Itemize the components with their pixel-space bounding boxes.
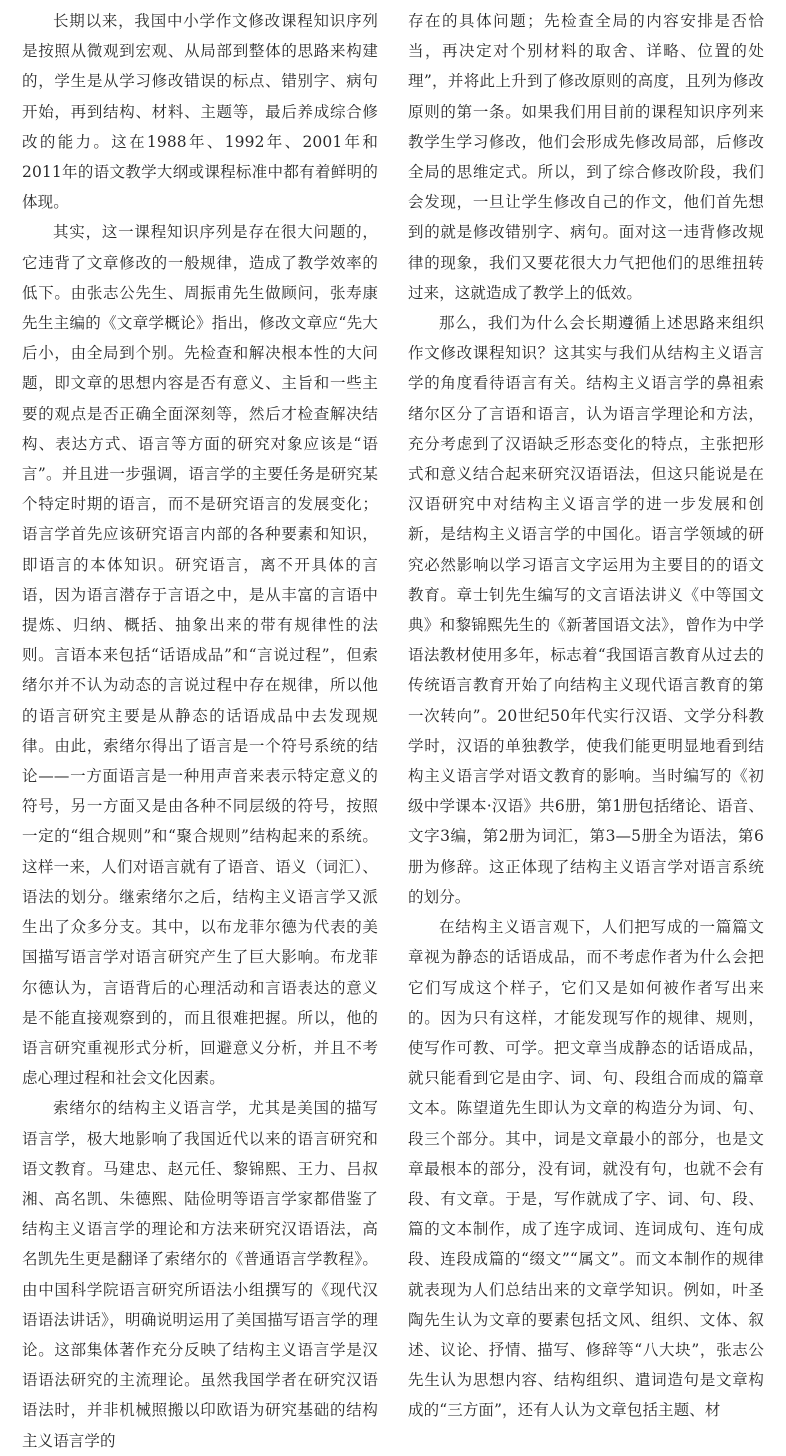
right-column — [408, 6, 764, 1420]
paragraph: 其实，这一课程知识序列是存在很大问题的，它违背了文章修改的一般规律，造成了教学效率的低下。由张志公先生、周振甫先生做顾问，张寿康先生主编的《文章学概论》指出，修改文章应“先大后小，由全局到个别。先检查和解决根本性的大问题，即文章的思想内容是否有意义、主旨和一些主要的观点是否正确全面深刻等，然后才检查解决结构、表达方式、语言等方面的研究对象应该是“语言”。并且进一步强调，语言学的主要任务是研究某个特定时期的语言，而不是研究语言的发展变化；语言学首先应该研究语言内部的各种要素和知识，即语言的本体知识。研究语言，离不开具体的言语，因为语言潜存于言语之中，是从丰富的言语中提炼、归纳、概括、抽象出来的带有规律性的法则。言语本来包括“话语成品”和“言说过程”，但索绪尔并不认为动态的言说过程中存在规律，所以他的语言研究主要是从静态的话语成品中去发现规律。由此，索绪尔得出了语言是一个符号系统的结论——一方面语言是一种用声音来表示特定意义的符号，另一方面又是由各种不同层级的符号，按照一定的“组合规则”和“聚合规则”结构起来的系统。这样一来，人们对语言就有了语音、语义（词汇）、语法的划分。继索绪尔之后，结构主义语言学又派生出了众多分支。其中，以布龙菲尔德为代表的美国描写语言学对语言研究产生了巨大影响。布龙菲尔德认为，言语背后的心理活动和言语表达的意义是不能直接观察到的，而且很难把握。所以，他的语言研究重视形式分析，回避意义分析，并且不考虑心理过程和社会文化因素。 — [22, 223, 378, 1088]
paragraph: 索绪尔的结构主义语言学，尤其是美国的描写语言学，极大地影响了我国近代以来的语言研究和语文教育。马建忠、赵元任、黎锦熙、王力、吕叔湘、高名凯、朱德熙、陆俭明等语言学家都借鉴了结构主义语言学的理论和方法来研究汉语语法，高名凯先生更是翻译了索绪尔的《普通语言学教程》。由中国科学院语言研究所语法小组撰写的《现代汉语语法讲话》，明确说明运用了美国描写语言学的理论。这部集体著作充分反映了结构主义语言学是汉语语法研究的主流理论。虽然我国学者在研究汉语语法时，并非机械照搬以印欧语为研究基础的结构主义语言学的 — [22, 1099, 378, 1450]
paragraph: 在结构主义语言观下，人们把写成的一篇篇文章视为静态的话语成品，而不考虑作者为什么会把它们写成这个样子，它们又是如何被作者写出来的。因为只有这样，才能发现写作的规律、规则，使写作可教、可学。把文章当成静态的话语成品，就只能看到它是由字、词、句、段组合而成的篇章文本。陈望道先生即认为文章的构造分为词、句、段三个部分。其中，词是文章最小的部分，也是文章最根本的部分，没有词，就没有句，也就不会有段、有文章。于是，写作就成了字、词、句、段、篇的文本制作，成了连字成词、连词成句、连句成段、连段成篇的“缀文”“属文”。而文本制作的规律就表现为人们总结出来的文章学知识。例如，叶圣陶先生认为文章的要素包括文风、组织、文体、叙述、议论、抒情、描写、修辞等“八大块”，张志公先生认为思想内容、结构组织、遣词造句是文章构成的“三方面”，还有人认为文章包括主题、材 — [408, 918, 764, 1420]
paragraph: 长期以来，我国中小学作文修改课程知识序列是按照从微观到宏观、从局部到整体的思路来构建的，学生是从学习修改错误的标点、错别字、病句开始，再到结构、材料、主题等，最后养成综合修改的能力。这在1988年、1992年、2001年和2011年的语文教学大纲或课程标准中都有着鲜明的体现。 — [22, 12, 378, 212]
paragraph: 那么，我们为什么会长期遵循上述思路来组织作文修改课程知识？这其实与我们从结构主义语言学的角度看待语言有关。结构主义语言学的鼻祖索绪尔区分了言语和语言，认为语言学理论和方法，充分考虑到了汉语缺乏形态变化的特点，主张把形式和意义结合起来研究汉语语法，但这只能说是在汉语研究中对结构主义语言学的进一步发展和创新，是结构主义语言学的中国化。语言学领域的研究必然影响以学习语言文字运用为主要目的的语文教育。章士钊先生编写的文言语法讲义《中等国文典》和黎锦熙先生的《新著国语文法》，曾作为中学语法教材使用多年，标志着“我国语言教育从过去的传统语言教育开始了向结构主义现代语言教育的第一次转向”。20世纪50年代实行汉语、文学分科教学时，汉语的单独教学，使我们能更明显地看到结构主义语言学对语文教育的影响。当时编写的《初级中学课本·汉语》共6册，第1册包括绪论、语音、文字3编，第2册为词汇，第3—5册全为语法，第6册为修辞。这正体现了结构主义语言学对语言系统的划分。 — [408, 314, 764, 906]
paragraph-continuation: 存在的具体问题；先检查全局的内容安排是否恰当，再决定对个别材料的取舍、详略、位置的处理”，并将此上升到了修改原则的高度，且列为修改原则的第一条。如果我们用目前的课程知识序列来教学生学习修改，他们会形成先修改局部，后修改全局的思维定式。所以，到了综合修改阶段，我们会发现，一旦让学生修改自己的作文，他们首先想到的就是修改错别字、病句。面对这一违背修改规律的现象，我们又要花很大力气把他们的思维扭转过来，这就造成了教学上的低效。 — [408, 12, 764, 302]
left-column — [22, 6, 378, 1450]
